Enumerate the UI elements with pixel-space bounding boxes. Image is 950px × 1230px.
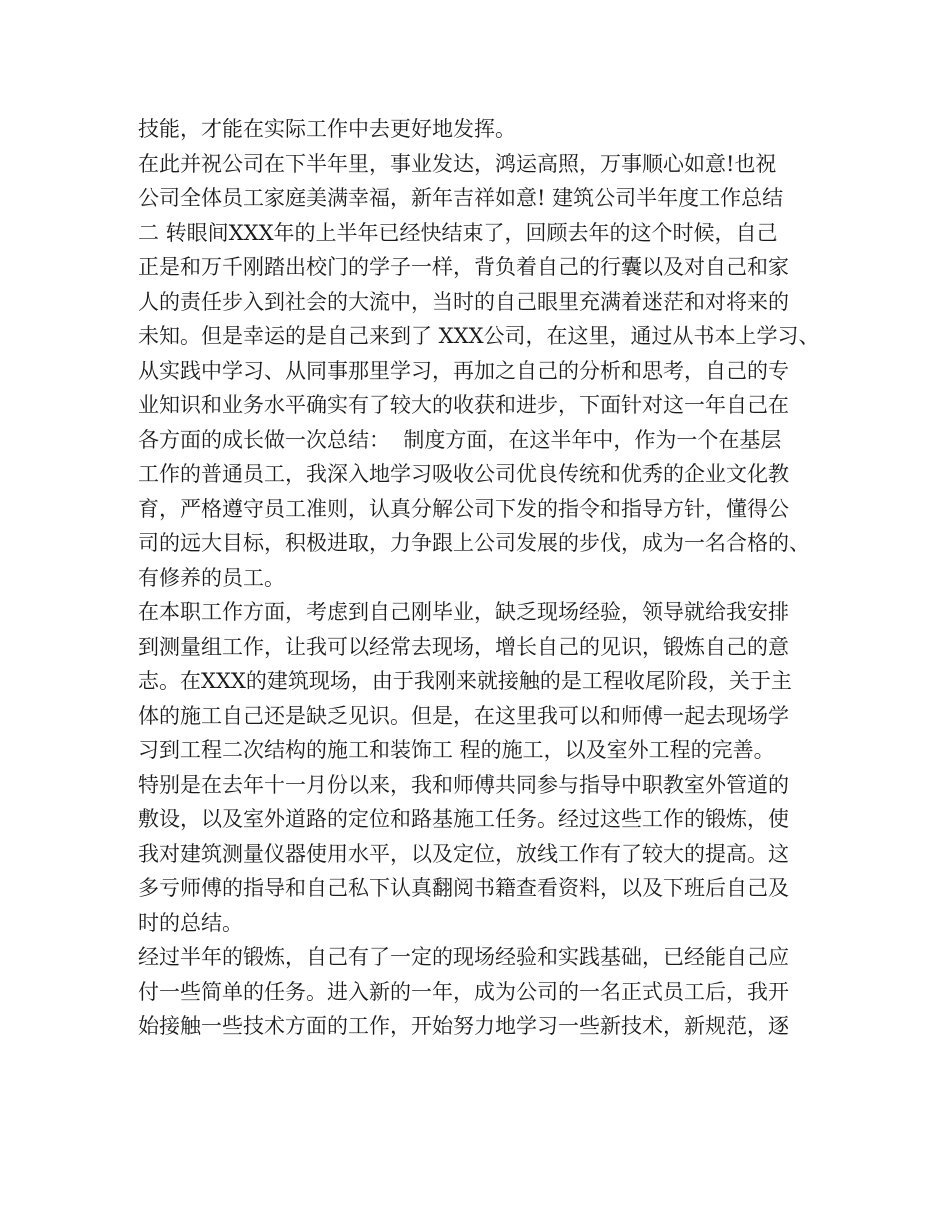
text-line: 在本职工作方面，考虑到自己刚毕业，缺乏现场经验，领导就给我安排 [138,600,789,624]
text-line: 从实践中学习、从同事那里学习，再加之自己的分析和思考，自己的专 [138,358,789,383]
text-line: 体的施工自己还是缺乏见识。但是，在这里我可以和师傅一起去现场学 [138,703,789,728]
text-line: 我对建筑测量仪器使用水平，以及定位，放线工作有了较大的提高。这 [138,841,789,866]
text-line: 工作的普通员工，我深入地学习吸收公司优良传统和优秀的企业文化教 [138,462,789,486]
text-line: 习到工程二次结构的施工和装饰工 程的施工，以及室外工程的完善。 [138,738,775,762]
text-line: 业知识和业务水平确实有了较大的收获和进步，下面针对这一年自己在 [138,393,789,417]
text-line: 各方面的成长做一次总结： 制度方面，在这半年中，作为一个在基层 [138,427,782,452]
text-line: 正是和万千刚踏出校门的学子一样，背负着自己的行囊以及对自己和家 [138,255,789,279]
text-line: 到测量组工作，让我可以经常去现场，增长自己的见识，锻炼自己的意 [138,634,789,659]
text-line: 多亏师傅的指导和自己私下认真翻阅书籍查看资料，以及下班后自己及 [138,876,789,900]
text-line: 敷设，以及室外道路的定位和路基施工任务。经过这些工作的锻炼，使 [138,807,789,831]
text-line: 始接触一些技术方面的工作，开始努力地学习一些新技术，新规范，逐 [138,1014,789,1038]
text-line: 时的总结。 [138,910,243,935]
text-line: 司的远大目标，积极进取，力争跟上公司发展的步伐，成为一名合格的、 [138,531,810,555]
text-line: 人的责任步入到社会的大流中，当时的自己眼里充满着迷茫和对将来的 [138,289,789,314]
text-line: 有修养的员工。 [138,565,285,590]
text-line: 特别是在去年十一月份以来，我和师傅共同参与指导中职教室外管道的 [138,772,789,797]
text-line: 在此并祝公司在下半年里，事业发达，鸿运高照，万事顺心如意!也祝 [138,151,777,176]
text-line: 志。在XXX的建筑现场，由于我刚来就接触的是工程收尾阶段，关于主 [138,669,792,693]
text-line: 二 转眼间XXX年的上半年已经快结束了，回顾去年的这个时候，自己 [138,220,778,245]
text-line: 未知。但是幸运的是自己来到了 XXX公司，在这里，通过从书本上学习、 [138,324,820,348]
text-line: 公司全体员工家庭美满幸福，新年吉祥如意! 建筑公司半年度工作总结 [138,186,784,210]
text-line: 育，严格遵守员工准则，认真分解公司下发的指令和指导方针，懂得公 [138,496,789,521]
document-body [138,112,818,1044]
text-line: 经过半年的锻炼，自己有了一定的现场经验和实践基础，已经能自己应 [138,945,789,969]
text-line: 付一些简单的任务。进入新的一年，成为公司的一名正式员工后，我开 [138,979,789,1004]
text-line: 技能，才能在实际工作中去更好地发挥。 [138,117,516,141]
